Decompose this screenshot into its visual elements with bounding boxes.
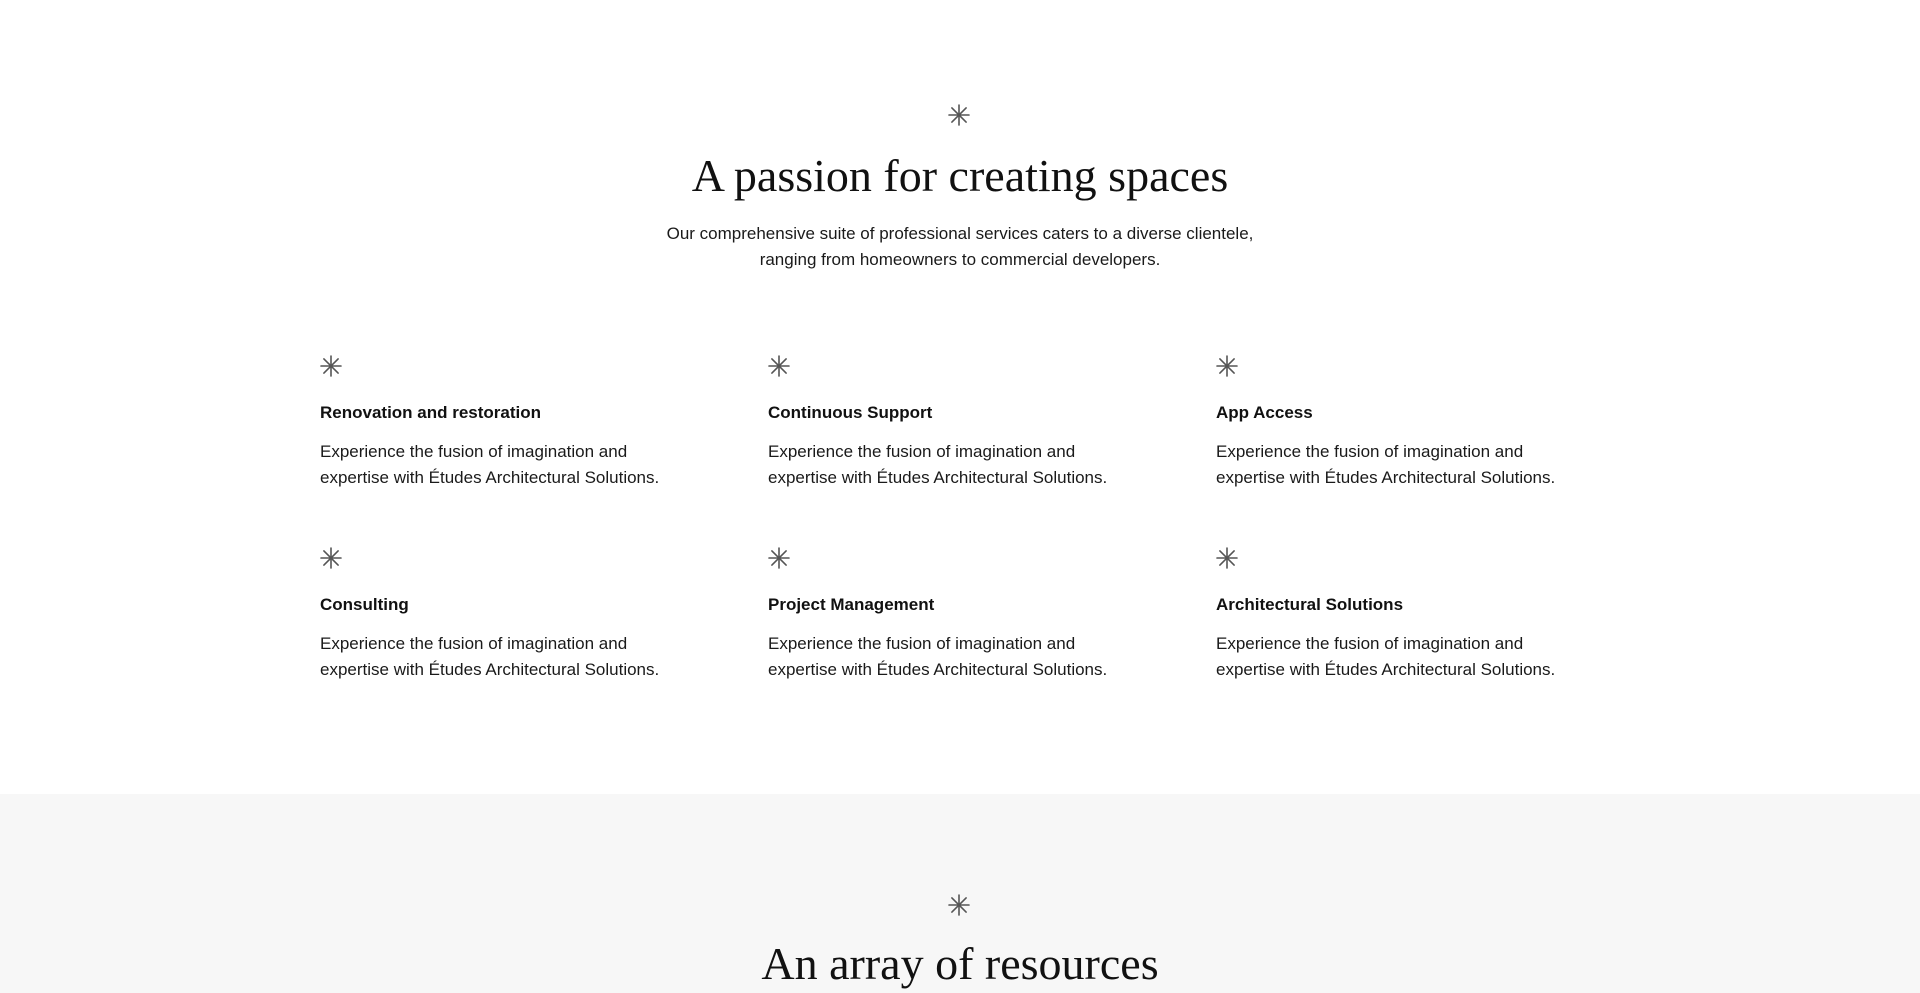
service-card-renovation [320, 355, 720, 491]
subtitle-line-1: Our comprehensive suite of professional services caters to a diverse clientele, [666, 224, 1254, 243]
service-description [768, 439, 1158, 491]
service-description [320, 631, 710, 683]
service-card-consulting [320, 547, 720, 683]
services-grid [320, 355, 1610, 683]
asterisk-icon [948, 894, 970, 916]
service-description-line-2: expertise with Études Architectural Solutions. [320, 468, 660, 487]
service-description [320, 439, 710, 491]
asterisk-icon [948, 104, 970, 126]
service-description [1216, 439, 1606, 491]
service-card-architectural-solutions [1216, 547, 1616, 683]
asterisk-icon [768, 547, 790, 569]
service-title: Architectural Solutions [1216, 595, 1404, 614]
service-description-line-1: Experience the fusion of imagination and [768, 442, 1076, 461]
service-description-line-1: Experience the fusion of imagination and [320, 634, 628, 653]
service-description-line-1: Experience the fusion of imagination and [320, 442, 628, 461]
asterisk-icon [320, 355, 342, 377]
service-description [768, 631, 1158, 683]
service-description-line-1: Experience the fusion of imagination and [1216, 442, 1524, 461]
service-title: Project Management [768, 595, 935, 614]
service-title: App Access [1216, 403, 1313, 422]
service-card-project-management [768, 547, 1168, 683]
service-description-line-1: Experience the fusion of imagination and [1216, 634, 1524, 653]
asterisk-icon [1216, 547, 1238, 569]
service-title: Continuous Support [768, 403, 933, 422]
asterisk-icon [1216, 355, 1238, 377]
resources-section [0, 794, 1920, 993]
service-description [1216, 631, 1606, 683]
service-description-line-2: expertise with Études Architectural Solutions. [1216, 660, 1556, 679]
service-description-line-2: expertise with Études Architectural Solutions. [768, 468, 1108, 487]
service-title: Consulting [320, 595, 409, 614]
service-description-line-2: expertise with Études Architectural Solutions. [1216, 468, 1556, 487]
service-title: Renovation and restoration [320, 403, 542, 422]
section-title: A passion for creating spaces [691, 150, 1229, 201]
asterisk-icon [768, 355, 790, 377]
resources-title: An array of resources [761, 938, 1159, 989]
service-card-app-access [1216, 355, 1616, 491]
service-card-continuous-support [768, 355, 1168, 491]
service-description-line-1: Experience the fusion of imagination and [768, 634, 1076, 653]
subtitle-line-2: ranging from homeowners to commercial developers. [759, 250, 1161, 269]
section-subtitle [640, 221, 1280, 273]
service-description-line-2: expertise with Études Architectural Solutions. [320, 660, 660, 679]
service-description-line-2: expertise with Études Architectural Solutions. [768, 660, 1108, 679]
asterisk-icon [320, 547, 342, 569]
